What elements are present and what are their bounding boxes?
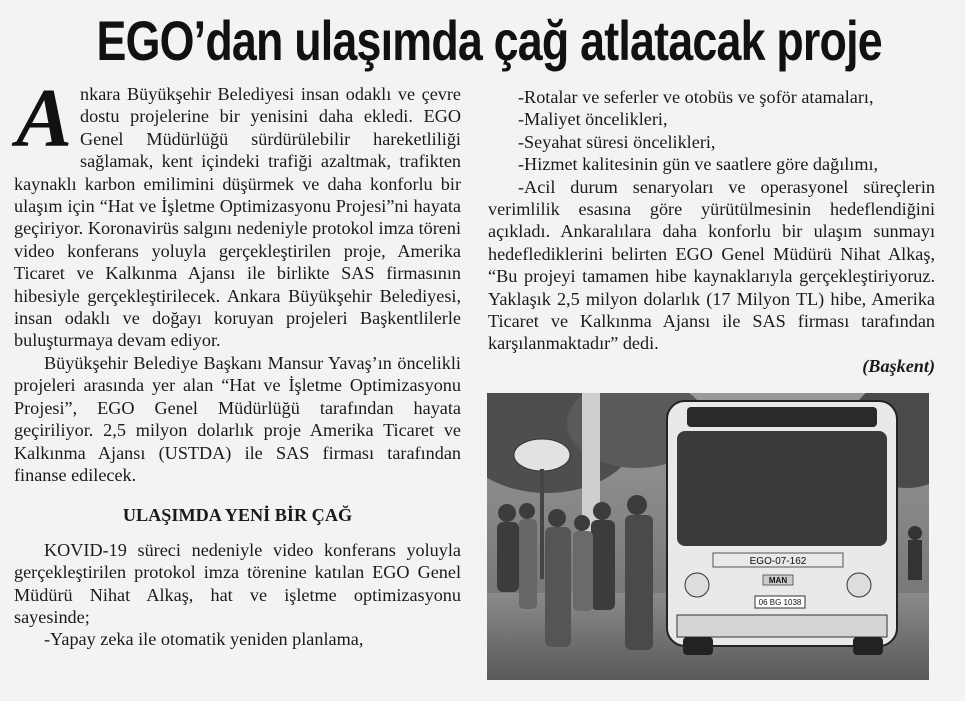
source-credit: (Başkent) xyxy=(862,355,935,376)
bus-brand-text: MAN xyxy=(768,576,788,585)
bullet-item: -Seyahat süresi öncelikleri, xyxy=(518,131,716,152)
paragraph-3: KOVID-19 süreci nedeniyle video konferans yoluyla gerçekleştirilen protokol imza törenine katılan EGO Genel Müdürü Nihat Alkaş, hat ve işletme optimizasyonu sayesinde; xyxy=(14,539,461,627)
left-column xyxy=(14,72,461,651)
bus-photo-illustration xyxy=(487,393,929,680)
bullet-item: -Yapay zeka ile otomatik yeniden planlama, xyxy=(44,629,364,650)
license-plate-text: 06 BG 1038 xyxy=(758,598,802,607)
paragraph-2: Büyükşehir Belediye Başkanı Mansur Yavaş’ın öncelikli projeleri arasında yer alan “Hat ve İşletme Optimizasyonu Projesi”, EGO Genel Müdürlüğü tarafından hayata geçiriliyor. 2,5 milyon dolarlık proje Amerika Ticaret ve Kalkınma Ajansı (USTDA) ile SAS firması tarafından finanse edilecek. xyxy=(14,352,461,485)
headline: EGO’dan ulaşımda çağ atlatacak proje xyxy=(96,9,882,72)
bullet-item: -Rotalar ve seferler ve otobüs ve şoför atamaları, xyxy=(518,87,874,107)
bullet-item-long: -Acil durum senaryoları ve operasyonel süreçlerin verimlilik esasına göre yürütülmesinin hedeflendiğini açıkladı. Ankaralılara daha konforlu bir ulaşım sunmayı hedeflediklerini belirten EGO Genel Müdürü Nihat Alkaş, “Bu projeyi tamamen hibe kaynaklarıyla gerçekleştiriyoruz. Yaklaşık 2,5 milyon dolarlık (17 Milyon TL) hibe, Amerika Ticaret ve Kalkınma Ajansı ile SAS firması tarafından karşılanmaktadır” dedi. xyxy=(488,176,935,354)
drop-cap: A xyxy=(16,72,73,165)
bus-photo xyxy=(487,393,929,680)
lead-paragraph xyxy=(14,72,461,352)
bullet-item: -Maliyet öncelikleri, xyxy=(518,109,668,130)
right-column xyxy=(488,86,935,377)
subheading: ULAŞIMDA YENİ BİR ÇAĞ xyxy=(122,505,353,526)
lead-text: nkara Büyükşehir Belediyesi insan odaklı ve çevre dostu projelerine bir yenisini daha ekledi. EGO Genel Müdürlüğü sürdürülebilir hareketliliği sağlamak, kent içindeki trafiği azaltmak, trafikten kaynaklı karbon emilimini düşürmek ve daha konforlu bir ulaşım için “Hat ve İşletme Optimizasyonu Projesi”ni hayata geçiriyor. Koronavirüs salgını nedeniyle protokol imza töreni video konferans yoluyla gerçekleştirilen proje, Amerika Ticaret ve Kalkınma Ajansı ile birlikte SAS firmasının hibesiyle gerçekleştirilecek. Ankara Büyükşehir Belediyesi, insan odaklı ve doğayı koruyan projeleri Başkentlilerle buluşturmaya devam ediyor. xyxy=(14,84,461,351)
bullet-item: -Hizmet kalitesinin gün ve saatlere göre dağılımı, xyxy=(518,154,879,175)
bus-code-text: EGO-07-162 xyxy=(749,556,807,567)
